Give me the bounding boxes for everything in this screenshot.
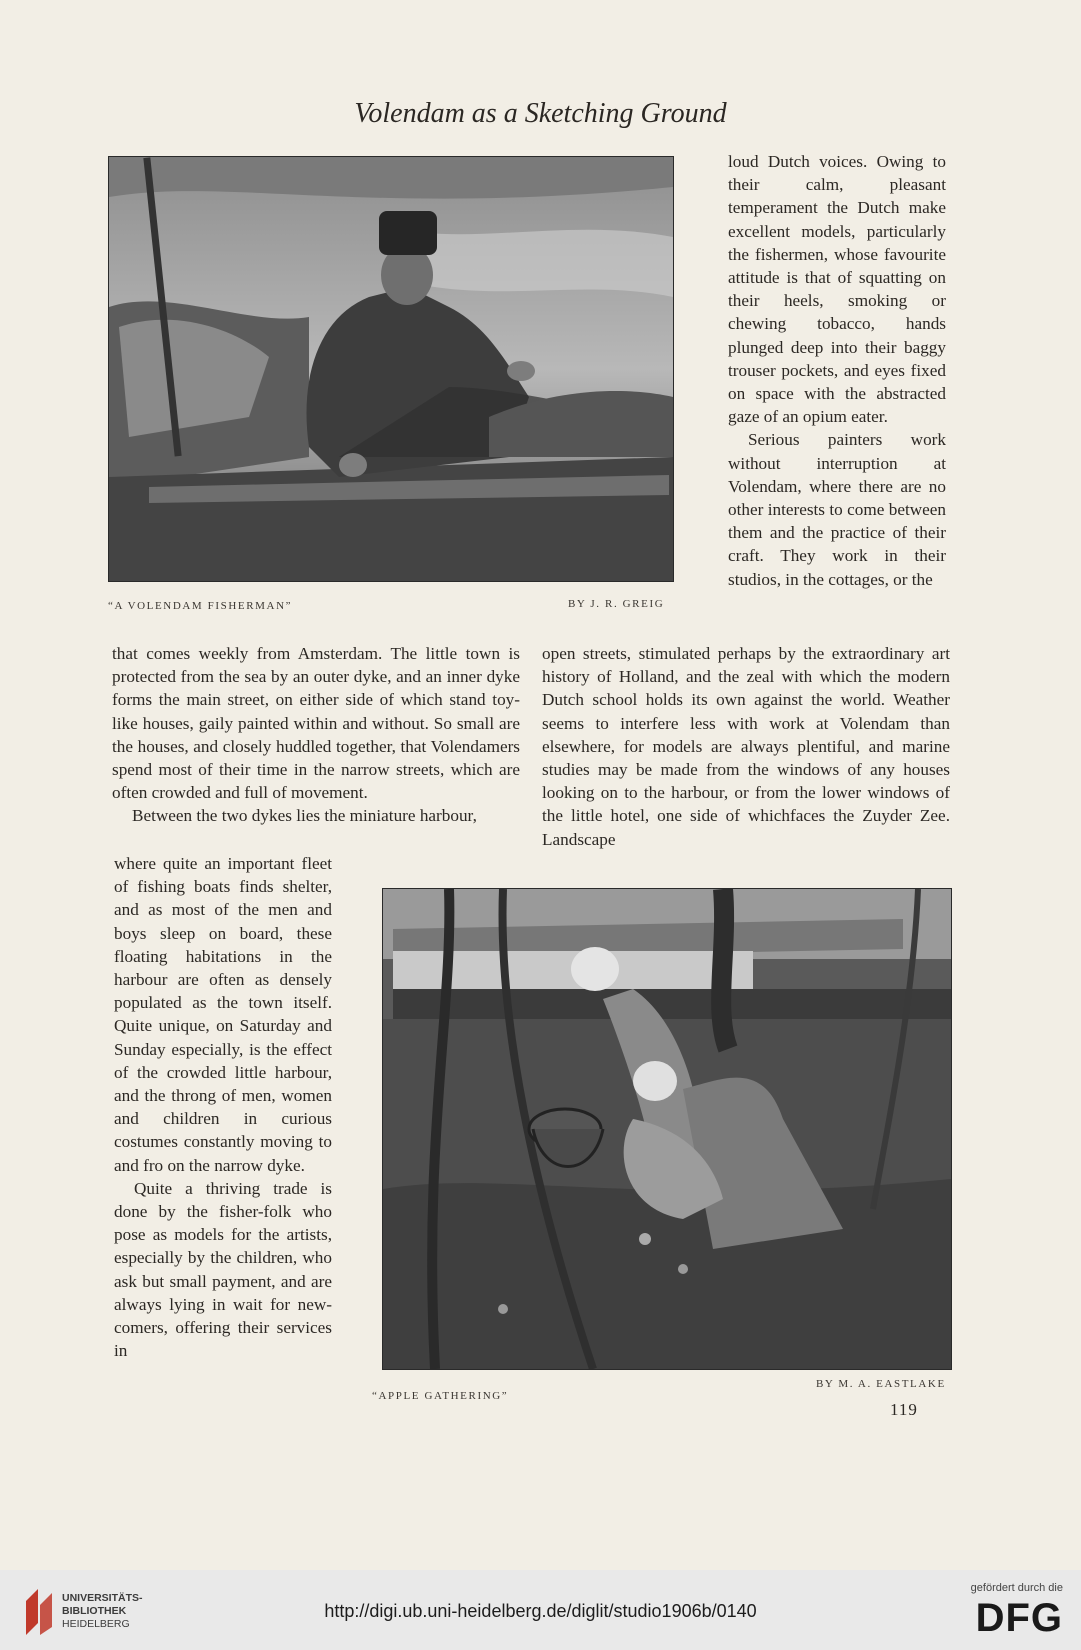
- text-column-left-mid: [112, 642, 520, 828]
- page-number: 119: [890, 1400, 918, 1419]
- library-name-line: BIBLIOTHEK: [62, 1605, 127, 1617]
- fig2-caption-title: “APPLE GATHERING”: [372, 1390, 509, 1402]
- text-column-narrow: [114, 852, 332, 1362]
- paragraph: Quite a thriving trade is done by the fisher-folk who pose as models for the artists, especially by the children, who ask but small payment, and are always lying in wait for new-comers, offering their services in: [114, 1178, 332, 1361]
- text-column-right-top: [728, 150, 946, 591]
- paragraph: Serious painters work without interruption at Volendam, where there are no other interests to come between them and the practice of their craft. They work in their studios, in the cottages, or the: [728, 430, 946, 589]
- fig1-caption-title: “A VOLENDAM FISHERMAN”: [108, 600, 293, 612]
- permalink-url[interactable]: http://digi.ub.uni-heidelberg.de/diglit/studio1906b/0140: [324, 1601, 757, 1621]
- sponsor-label: gefördert durch die: [970, 1582, 1063, 1594]
- library-name-line: UNIVERSITÄTS-: [62, 1592, 143, 1604]
- fisherman-painting: [108, 156, 674, 582]
- paragraph: Between the two dykes lies the miniature harbour,: [132, 806, 477, 826]
- digitization-footer: [0, 1570, 1081, 1650]
- paragraph: that comes weekly from Amsterdam. The little town is protected from the sea by an outer dyke, and an inner dyke forms the main street, on either side of which stand toy-like houses, gaily painted within and without. So small are the houses, and closely huddled together, that Volendamers spend most of their time in the narrow streets, which are often crowded and full of movement.: [112, 644, 520, 803]
- paragraph: open streets, stimulated perhaps by the extraordinary art history of Holland, and the zeal with which the modern Dutch school holds its own against the world. Weather seems to interfere less with work at Volendam than elsewhere, for models are always plentiful, and marine studies may be made from the windows of any houses looking on to the harbour, or from the lower windows of the little hotel, one side of whichfaces the Zuyder Zee. Landscape: [542, 644, 950, 849]
- running-title: Volendam as a Sketching Ground: [354, 98, 727, 129]
- text-column-right-mid: [542, 642, 950, 851]
- paragraph: loud Dutch voices. Owing to their calm, pleasant temperament the Dutch make excellent models, particularly the fishermen, whose favourite attitude is that of squatting on their heels, smoking or chewing tobacco, hands plunged deep into their baggy trouser pockets, and eyes fixed on space with the abstracted gaze of an opium eater.: [728, 152, 946, 427]
- dfg-logo: DFG: [975, 1596, 1063, 1640]
- apple-gathering-painting: [382, 888, 952, 1370]
- paragraph: where quite an important fleet of fishing boats finds shelter, and as most of the men and boys sleep on board, these floating habitations in the harbour are often as densely populated as the town itself. Quite unique, on Saturday and Sunday especially, is the effect of the crowded little harbour, and the throng of men, women and children in curious costumes constantly moving to and fro on the narrow dyke.: [114, 854, 332, 1175]
- fig2-caption-credit: BY M. A. EASTLAKE: [816, 1378, 946, 1390]
- fig1-caption-credit: BY J. R. GREIG: [568, 598, 665, 610]
- sponsor-block: [971, 1582, 1063, 1641]
- library-name-line: HEIDELBERG: [62, 1618, 130, 1630]
